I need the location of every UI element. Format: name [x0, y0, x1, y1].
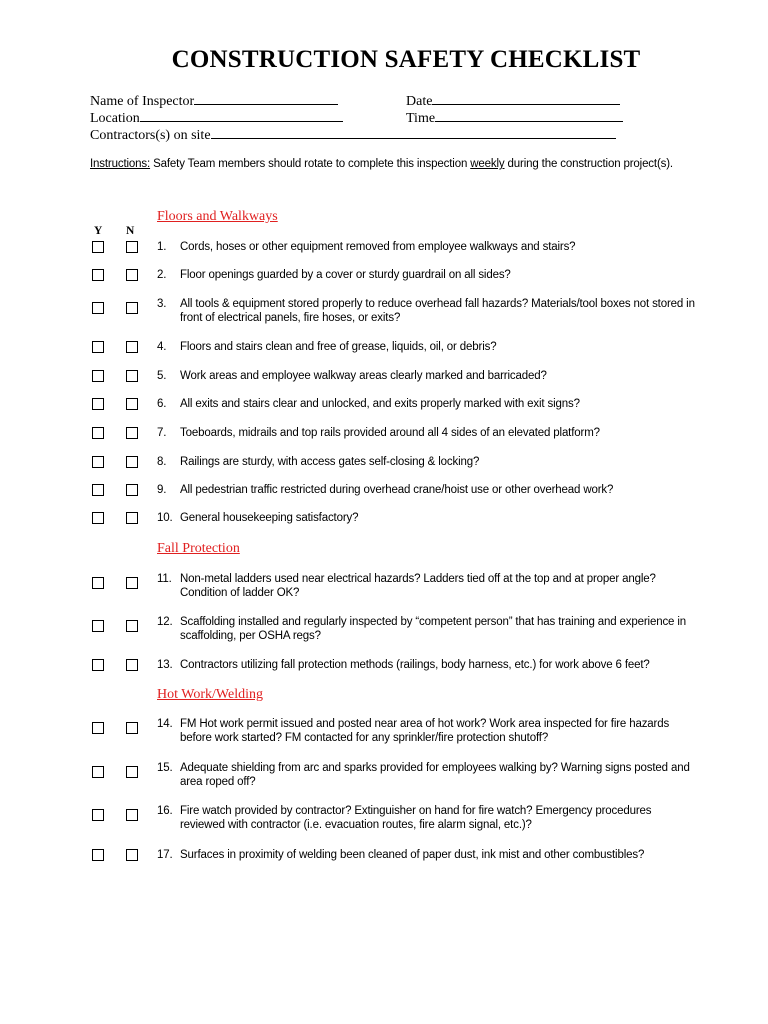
no-checkbox-0-0[interactable]	[126, 241, 138, 253]
no-checkbox-0-5[interactable]	[126, 398, 138, 410]
item-text: Surfaces in proximity of welding been cleaned of paper dust, ink mist and other combustibles?	[180, 849, 645, 861]
checklist-item	[157, 615, 697, 643]
item-number: 13.	[157, 659, 173, 671]
time-line[interactable]	[435, 108, 623, 122]
yes-column-header: Y	[94, 225, 103, 237]
yes-checkbox-1-2[interactable]	[92, 659, 104, 671]
no-checkbox-0-9[interactable]	[126, 512, 138, 524]
item-number: 5.	[157, 370, 167, 382]
no-column-header: N	[126, 225, 135, 237]
yes-checkbox-0-3[interactable]	[92, 341, 104, 353]
no-checkbox-2-1[interactable]	[126, 766, 138, 778]
instructions	[90, 158, 673, 170]
item-number: 11.	[157, 573, 172, 585]
item-number: 10.	[157, 512, 173, 524]
section-title-hot-work-welding: Hot Work/Welding	[157, 687, 263, 702]
item-number: 7.	[157, 427, 167, 439]
item-number: 4.	[157, 341, 167, 353]
checklist-item	[157, 483, 697, 497]
checklist-item	[157, 511, 697, 525]
no-checkbox-0-8[interactable]	[126, 484, 138, 496]
item-text: Toeboards, midrails and top rails provided around all 4 sides of an elevated platform?	[180, 427, 600, 439]
item-text: All exits and stairs clear and unlocked, and exits properly marked with exit signs?	[180, 398, 580, 410]
yes-checkbox-1-1[interactable]	[92, 620, 104, 632]
checklist-item	[157, 658, 697, 672]
item-number: 16.	[157, 805, 173, 817]
yes-checkbox-0-1[interactable]	[92, 269, 104, 281]
item-text: All pedestrian traffic restricted during overhead crane/hoist use or other overhead work?	[180, 484, 614, 496]
contractors-field	[90, 125, 616, 144]
time-label: Time	[406, 111, 436, 126]
checklist-item	[157, 804, 697, 832]
item-number: 8.	[157, 456, 167, 468]
checklist-item	[157, 369, 697, 383]
page-title: CONSTRUCTION SAFETY CHECKLIST	[171, 46, 641, 73]
yes-checkbox-0-6[interactable]	[92, 427, 104, 439]
inspector-label: Name of Inspector	[90, 94, 195, 109]
no-checkbox-1-2[interactable]	[126, 659, 138, 671]
yes-checkbox-0-7[interactable]	[92, 456, 104, 468]
date-label: Date	[406, 94, 433, 109]
checklist-item	[157, 297, 697, 325]
instructions-label: Instructions:	[90, 158, 151, 170]
item-number: 9.	[157, 484, 167, 496]
item-text: Non-metal ladders used near electrical hazards? Ladders tied off at the top and at proper angle? Condition of ladder OK?	[180, 573, 656, 599]
checklist-item	[157, 455, 697, 469]
checklist-item	[157, 268, 697, 282]
yes-checkbox-0-8[interactable]	[92, 484, 104, 496]
item-number: 3.	[157, 298, 167, 310]
yes-checkbox-0-2[interactable]	[92, 302, 104, 314]
checklist-item	[157, 572, 697, 600]
item-text: General housekeeping satisfactory?	[180, 512, 359, 524]
checklist-item	[157, 717, 697, 745]
item-text: Fire watch provided by contractor? Extinguisher on hand for fire watch? Emergency procedures reviewed with contractor (i.e. evacuation routes, fire alarm signal, etc.)?	[180, 805, 652, 831]
contractors-line[interactable]	[211, 125, 616, 139]
section-title-fall-protection: Fall Protection	[157, 541, 240, 556]
instructions-text-before: Safety Team members should rotate to complete this inspection	[150, 158, 471, 170]
item-text: Railings are sturdy, with access gates self-closing & locking?	[180, 456, 480, 468]
no-checkbox-0-7[interactable]	[126, 456, 138, 468]
item-text: Adequate shielding from arc and sparks provided for employees walking by? Warning signs posted and area roped off?	[180, 762, 690, 788]
inspector-line[interactable]	[194, 91, 338, 105]
item-text: Work areas and employee walkway areas clearly marked and barricaded?	[180, 370, 547, 382]
instructions-text-after: during the construction project(s).	[504, 158, 673, 170]
no-checkbox-0-6[interactable]	[126, 427, 138, 439]
no-checkbox-2-2[interactable]	[126, 809, 138, 821]
item-number: 12.	[157, 616, 173, 628]
no-checkbox-0-4[interactable]	[126, 370, 138, 382]
item-text: Floors and stairs clean and free of grease, liquids, oil, or debris?	[180, 341, 497, 353]
no-checkbox-1-0[interactable]	[126, 577, 138, 589]
checklist-item	[157, 761, 697, 789]
no-checkbox-2-0[interactable]	[126, 722, 138, 734]
yes-checkbox-1-0[interactable]	[92, 577, 104, 589]
item-text: Contractors utilizing fall protection methods (railings, body harness, etc.) for work above 6 feet?	[180, 659, 650, 671]
yes-checkbox-2-3[interactable]	[92, 849, 104, 861]
section-title-floors-and-walkways: Floors and Walkways	[157, 209, 278, 224]
yes-checkbox-0-5[interactable]	[92, 398, 104, 410]
item-number: 2.	[157, 269, 167, 281]
item-text: Scaffolding installed and regularly inspected by “competent person” that has training and experience in scaffolding, per OSHA regs?	[180, 616, 686, 642]
item-number: 6.	[157, 398, 167, 410]
yes-checkbox-0-4[interactable]	[92, 370, 104, 382]
location-line[interactable]	[140, 108, 343, 122]
checklist-item	[157, 397, 697, 411]
yes-checkbox-2-2[interactable]	[92, 809, 104, 821]
contractors-label: Contractors(s) on site	[90, 128, 211, 143]
no-checkbox-0-3[interactable]	[126, 341, 138, 353]
instructions-emphasis: weekly	[470, 158, 505, 170]
no-checkbox-1-1[interactable]	[126, 620, 138, 632]
checklist-item	[157, 426, 697, 440]
yes-checkbox-0-9[interactable]	[92, 512, 104, 524]
checklist-item	[157, 848, 697, 862]
no-checkbox-2-3[interactable]	[126, 849, 138, 861]
checklist-item	[157, 340, 697, 354]
item-number: 17.	[157, 849, 173, 861]
location-label: Location	[90, 111, 140, 126]
no-checkbox-0-1[interactable]	[126, 269, 138, 281]
date-line[interactable]	[432, 91, 620, 105]
yes-checkbox-2-0[interactable]	[92, 722, 104, 734]
item-text: All tools & equipment stored properly to reduce overhead fall hazards? Materials/tool boxes not stored in front of electrical panels, fire hoses, or exits?	[180, 298, 695, 324]
item-number: 14.	[157, 718, 173, 730]
checklist-item	[157, 240, 697, 254]
yes-checkbox-0-0[interactable]	[92, 241, 104, 253]
item-number: 15.	[157, 762, 173, 774]
no-checkbox-0-2[interactable]	[126, 302, 138, 314]
item-text: FM Hot work permit issued and posted near area of hot work? Work area inspected for fire hazards before work started? FM contacted for any sprinkler/fire protection shutoff?	[180, 718, 670, 744]
item-text: Floor openings guarded by a cover or sturdy guardrail on all sides?	[180, 269, 511, 281]
yes-checkbox-2-1[interactable]	[92, 766, 104, 778]
item-number: 1.	[157, 241, 167, 253]
item-text: Cords, hoses or other equipment removed from employee walkways and stairs?	[180, 241, 576, 253]
